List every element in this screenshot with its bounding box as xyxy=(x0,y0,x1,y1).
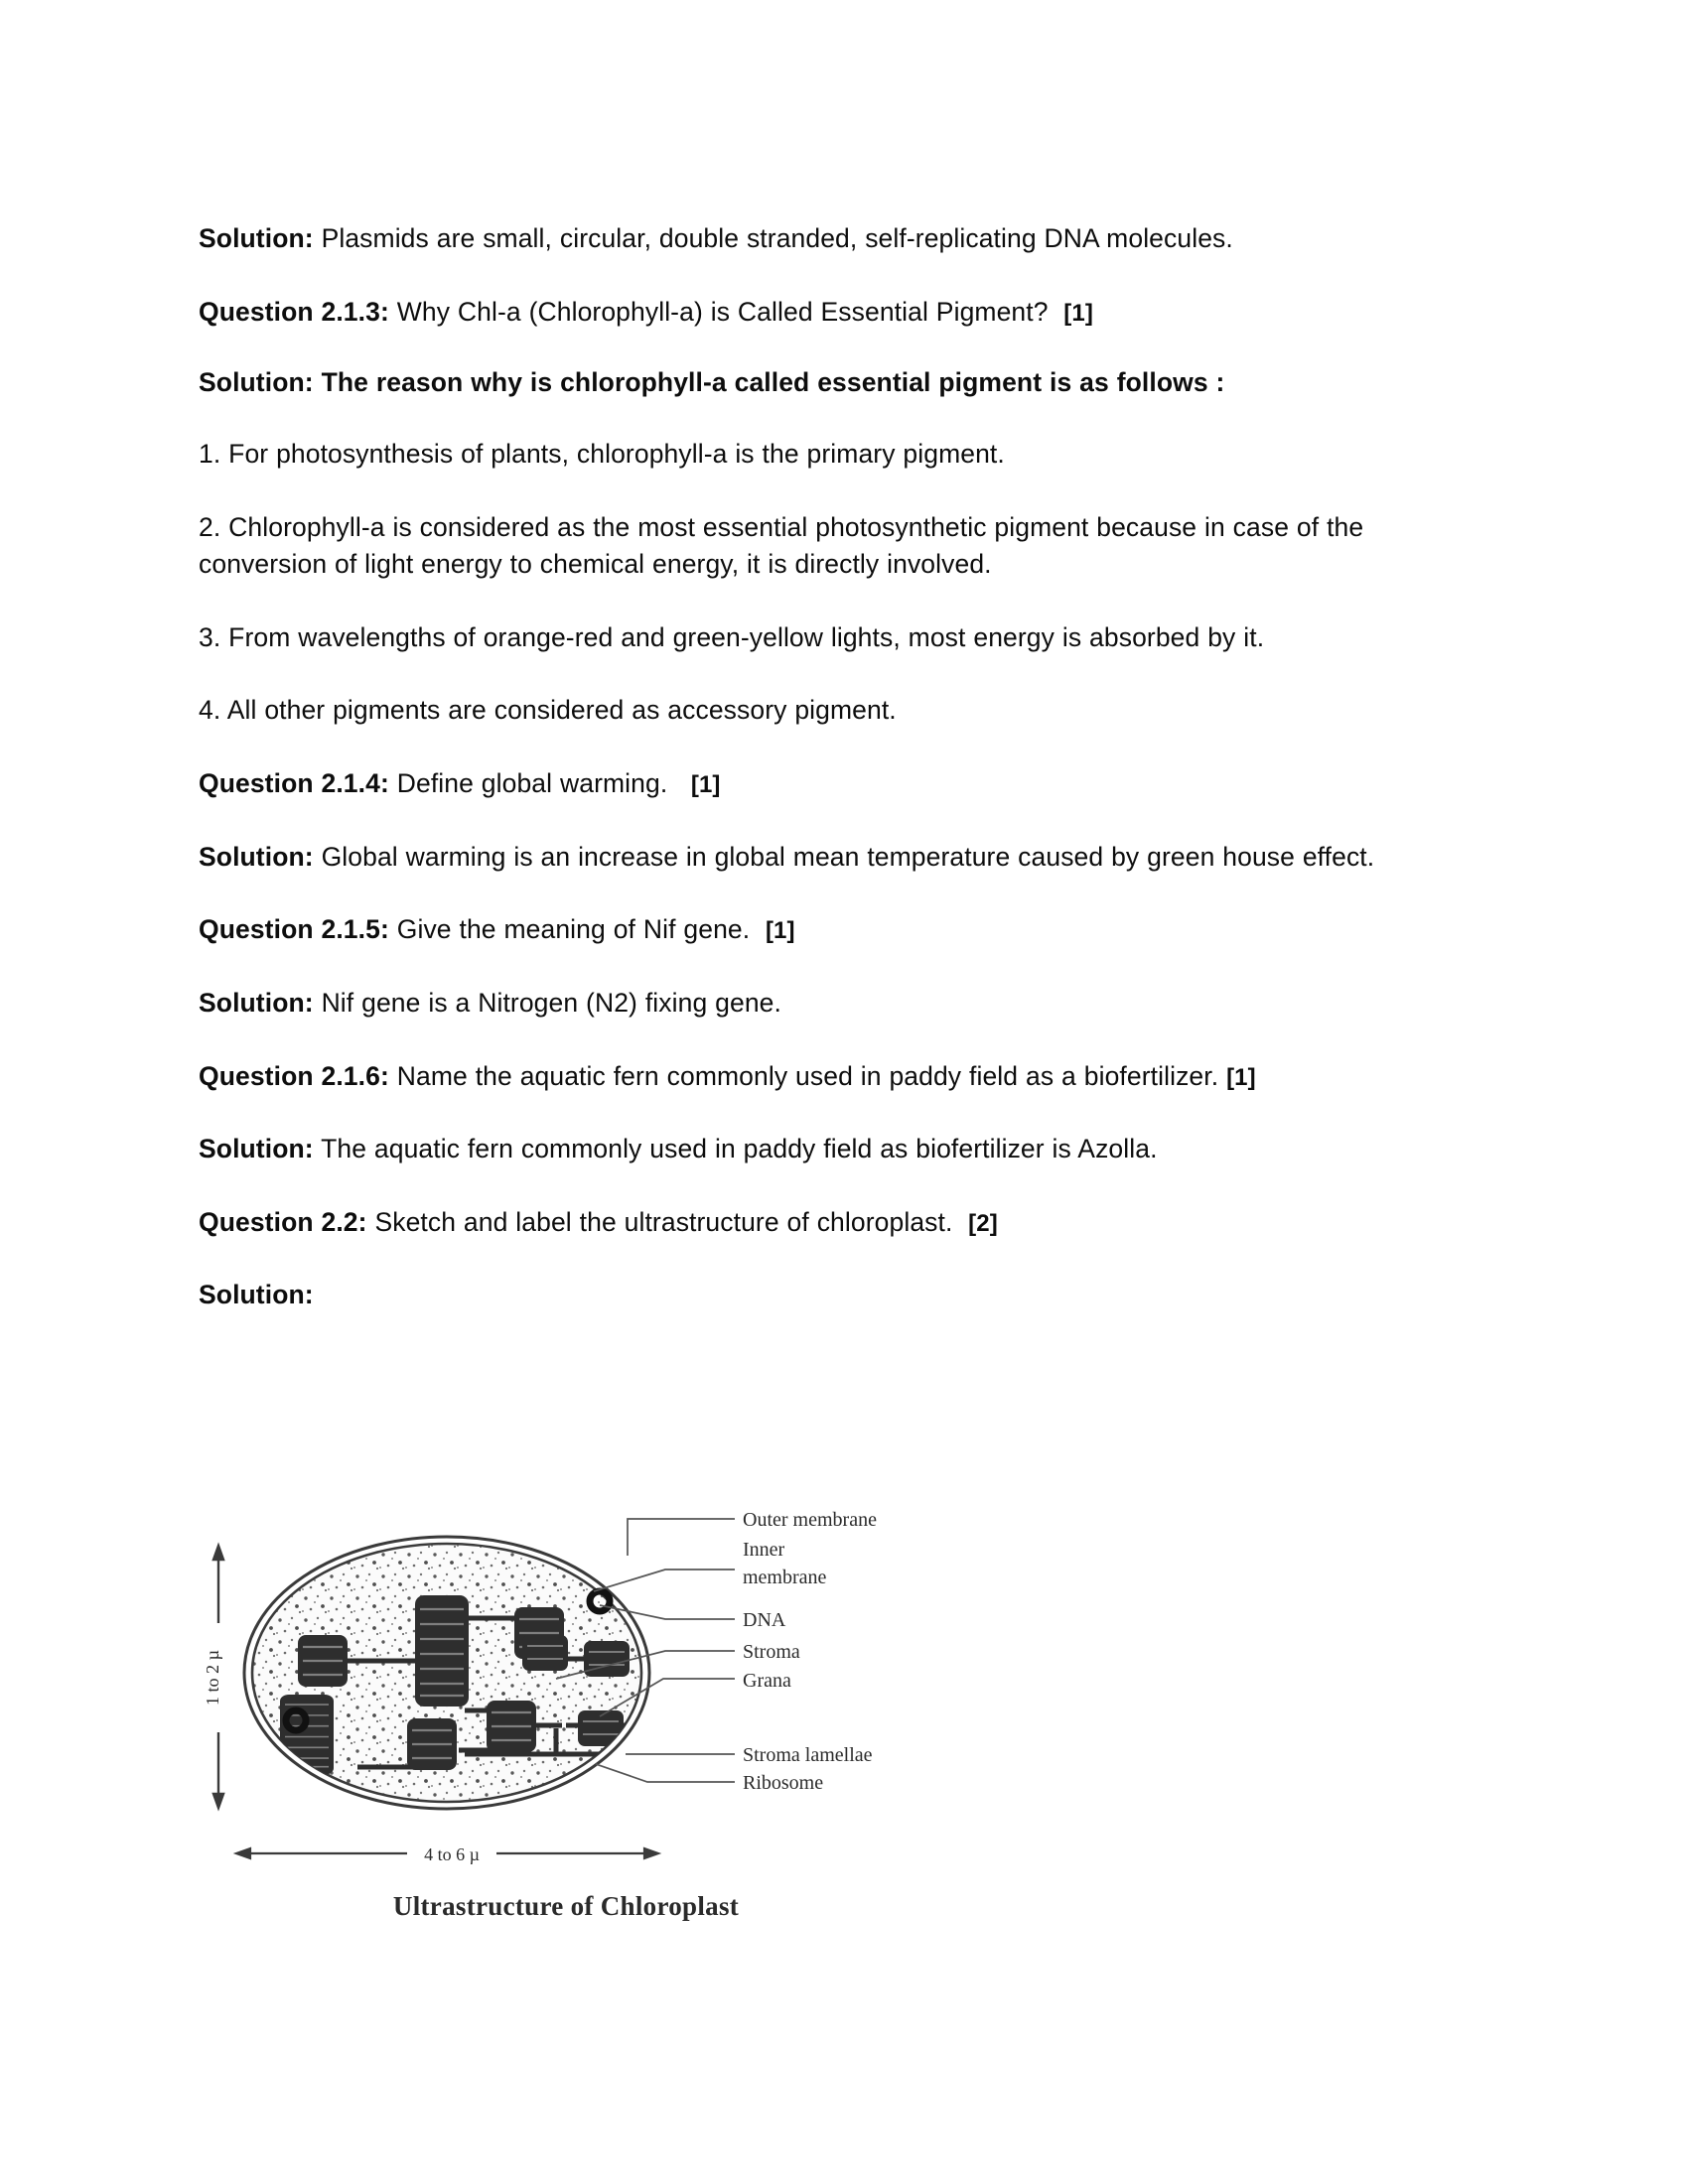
figure-caption: Ultrastructure of Chloroplast xyxy=(392,1891,740,1921)
question-label: Question 2.2: xyxy=(199,1206,367,1237)
label-ribosome: Ribosome xyxy=(743,1772,824,1794)
solution-content xyxy=(199,220,1479,1350)
question-label: Question 2.1.6: xyxy=(199,1060,389,1091)
question-2-1-5 xyxy=(199,911,1479,949)
solution-label: Solution: xyxy=(199,367,314,398)
question-label: Question 2.1.5: xyxy=(199,914,389,945)
question-text: Give the meaning of Nif gene. xyxy=(388,914,751,945)
question-2-1-4 xyxy=(199,765,1479,803)
chloroplast-diagram xyxy=(199,1484,1192,1941)
marks-badge: [2] xyxy=(968,1209,998,1237)
solution-global-warming xyxy=(199,839,1479,877)
marks-badge: [1] xyxy=(1063,299,1093,327)
solution-label: Solution: xyxy=(199,223,314,253)
solution-text: Nif gene is a Nitrogen (N2) fixing gene. xyxy=(313,987,781,1018)
solution-paragraph-plasmids xyxy=(199,220,1479,258)
reason-item-3: 3. From wavelengths of orange-red and green-yellow lights, most energy is absorbed by it. xyxy=(199,621,1265,652)
question-label: Question 2.1.3: xyxy=(199,296,389,327)
marks-badge: [1] xyxy=(1226,1063,1256,1091)
granum xyxy=(522,1635,568,1671)
question-text: Name the aquatic fern commonly used in paddy field as a biofertilizer. xyxy=(388,1060,1219,1091)
question-text: Define global warming. xyxy=(388,768,668,798)
question-text: Sketch and label the ultrastructure of chloroplast. xyxy=(366,1206,953,1237)
granum xyxy=(298,1635,348,1687)
label-membrane: membrane xyxy=(743,1567,827,1588)
label-grana: Grana xyxy=(743,1670,791,1692)
label-inner: Inner xyxy=(743,1539,785,1561)
granum xyxy=(487,1701,536,1752)
solution-label: Solution: xyxy=(199,1280,314,1310)
solution-chloroplast-label xyxy=(199,1277,1479,1314)
label-stroma-lamellae: Stroma lamellae xyxy=(743,1744,873,1766)
label-dna: DNA xyxy=(743,1609,786,1631)
question-text: Why Chl-a (Chlorophyll-a) is Called Essential Pigment? xyxy=(388,296,1049,327)
granum xyxy=(407,1718,457,1770)
solution-text: The aquatic fern commonly used in paddy field as biofertilizer is Azolla. xyxy=(313,1134,1158,1164)
solution-text: Plasmids are small, circular, double stranded, self-replicating DNA molecules. xyxy=(313,223,1233,253)
question-2-1-6 xyxy=(199,1058,1479,1096)
solution-label: Solution: xyxy=(199,841,314,872)
vertical-dimension-label: 1 to 2 µ xyxy=(203,1650,222,1706)
solution-azolla xyxy=(199,1131,1479,1168)
solution-text: Global warming is an increase in global mean temperature caused by green house effect. xyxy=(313,841,1375,872)
granum xyxy=(584,1641,630,1677)
label-stroma: Stroma xyxy=(743,1641,800,1663)
question-2-1-3 xyxy=(199,294,1479,332)
solution-reason-heading xyxy=(199,364,1479,402)
granum xyxy=(415,1595,469,1706)
marks-badge: [1] xyxy=(765,917,795,945)
solution-label: Solution: xyxy=(199,1134,314,1164)
marks-badge: [1] xyxy=(690,771,721,798)
solution-label: Solution: xyxy=(199,987,314,1018)
question-label: Question 2.1.4: xyxy=(199,768,389,798)
question-2-2 xyxy=(199,1204,1479,1242)
solution-nif-gene xyxy=(199,985,1479,1023)
horizontal-dimension-label: 4 to 6 µ xyxy=(424,1844,480,1864)
label-outer-membrane: Outer membrane xyxy=(743,1509,877,1531)
reason-item-1: 1. For photosynthesis of plants, chlorophyll-a is the primary pigment. xyxy=(199,438,1005,469)
reason-item-2: 2. Chlorophyll-a is considered as the most essential photosynthetic pigment because in case of the conversion of light energy to chemical energy, it is directly involved. xyxy=(199,511,1364,580)
reason-item-4: 4. All other pigments are considered as accessory pigment. xyxy=(199,695,897,726)
solution-text: The reason why is chlorophyll-a called essential pigment is as follows : xyxy=(313,367,1225,398)
